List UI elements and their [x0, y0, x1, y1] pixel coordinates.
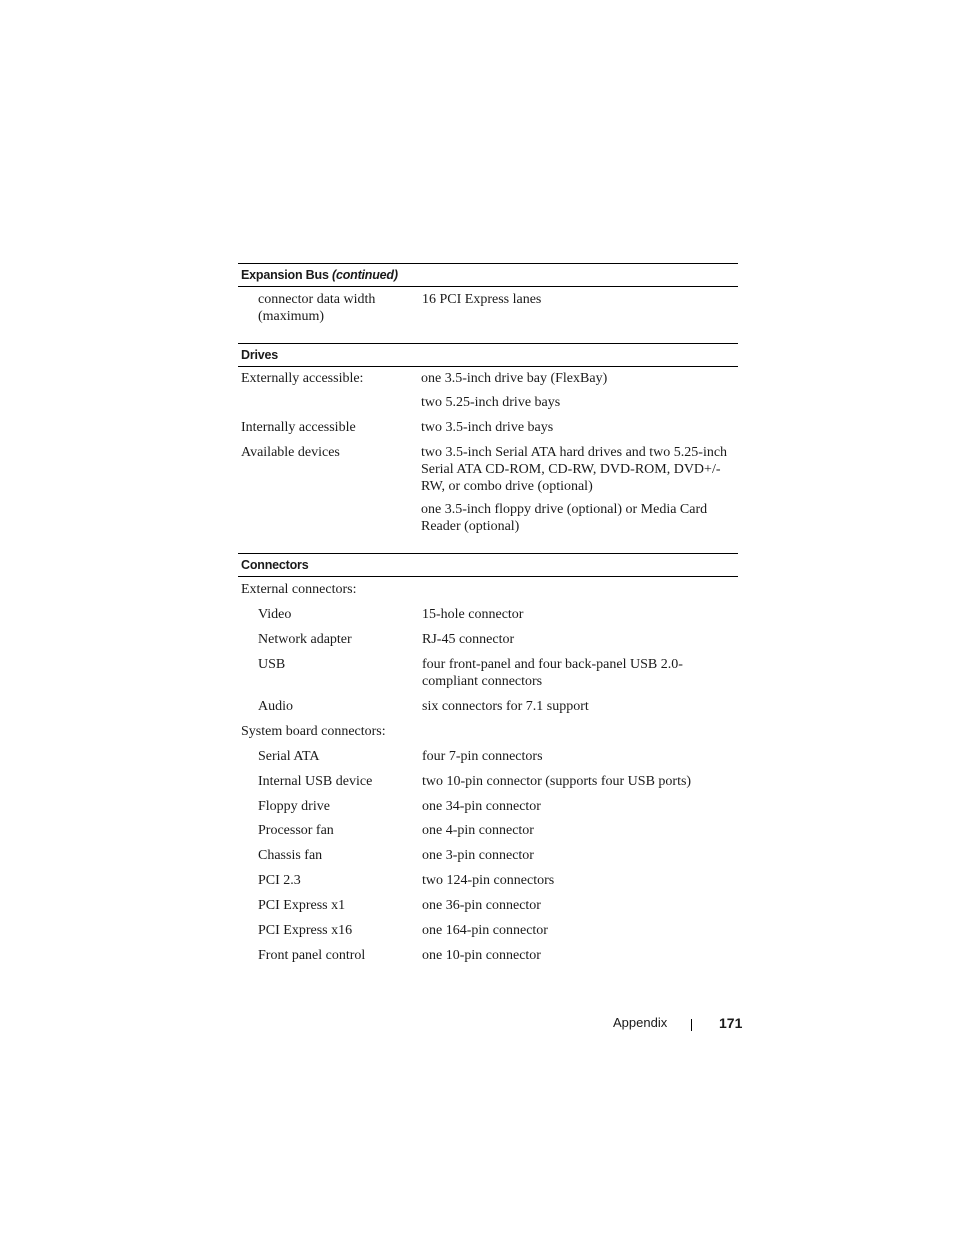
spec-value: one 3.5-inch floppy drive (optional) or Media Card Reader (optional) — [421, 502, 708, 534]
spec-label: PCI Express x16 — [258, 923, 353, 938]
spec-value: 16 PCI Express lanes — [422, 292, 542, 307]
spec-label: Video — [258, 607, 292, 622]
footer-separator — [691, 1019, 692, 1031]
section-heading — [238, 263, 738, 287]
spec-label: Processor fan — [258, 823, 334, 838]
spec-label: Available devices — [241, 445, 340, 460]
spec-label: Floppy drive — [258, 799, 330, 814]
spec-value: one 3-pin connector — [422, 848, 534, 863]
spec-value: two 124-pin connectors — [422, 873, 555, 888]
spec-label: connector data width (maximum) — [258, 292, 376, 324]
section-title: Expansion Bus — [241, 268, 329, 282]
spec-label: Internal USB device — [258, 774, 373, 789]
spec-label: PCI 2.3 — [258, 873, 301, 888]
spec-label: Internally accessible — [241, 420, 356, 435]
spec-value: RJ-45 connector — [422, 632, 515, 647]
connectors-section — [238, 553, 738, 963]
section-heading — [238, 553, 738, 577]
spec-label: System board connectors: — [241, 724, 386, 739]
page-number: 171 — [719, 1015, 743, 1031]
spec-label: Chassis fan — [258, 848, 323, 863]
spec-value: two 10-pin connector (supports four USB ports) — [422, 774, 692, 789]
spec-label: PCI Express x1 — [258, 898, 346, 913]
spec-value: 15-hole connector — [422, 607, 524, 622]
spec-label: Serial ATA — [258, 749, 320, 764]
spec-label: Network adapter — [258, 632, 352, 647]
spec-value: one 164-pin connector — [422, 923, 548, 938]
footer-section-label: Appendix — [613, 1015, 668, 1030]
section-title: Drives — [241, 348, 279, 362]
spec-value: two 3.5-inch Serial ATA hard drives and two 5.25-inch Serial ATA CD-ROM, CD-RW, DVD-ROM, DVD+/-RW, or combo drive (optional) — [421, 445, 728, 494]
spec-value: four 7-pin connectors — [422, 749, 543, 764]
spec-value: one 3.5-inch drive bay (FlexBay) — [421, 371, 608, 386]
spec-value: one 34-pin connector — [422, 799, 541, 814]
spec-label: Externally accessible: — [241, 371, 364, 386]
expansion-bus-section — [238, 263, 738, 324]
spec-label: Front panel control — [258, 948, 366, 963]
spec-value: two 5.25-inch drive bays — [421, 395, 561, 410]
spec-value: one 4-pin connector — [422, 823, 534, 838]
section-title-suffix: (continued) — [331, 268, 398, 282]
section-title: Connectors — [241, 558, 309, 572]
spec-value: four front-panel and four back-panel USB 2.0-compliant connectors — [422, 657, 683, 689]
spec-label: External connectors: — [241, 582, 357, 597]
drives-section — [238, 343, 738, 534]
spec-label: USB — [258, 657, 286, 672]
spec-value: one 10-pin connector — [422, 948, 541, 963]
spec-value: one 36-pin connector — [422, 898, 541, 913]
spec-value: six connectors for 7.1 support — [422, 699, 589, 714]
spec-value: two 3.5-inch drive bays — [421, 420, 554, 435]
section-heading — [238, 343, 738, 367]
spec-label: Audio — [258, 699, 293, 714]
